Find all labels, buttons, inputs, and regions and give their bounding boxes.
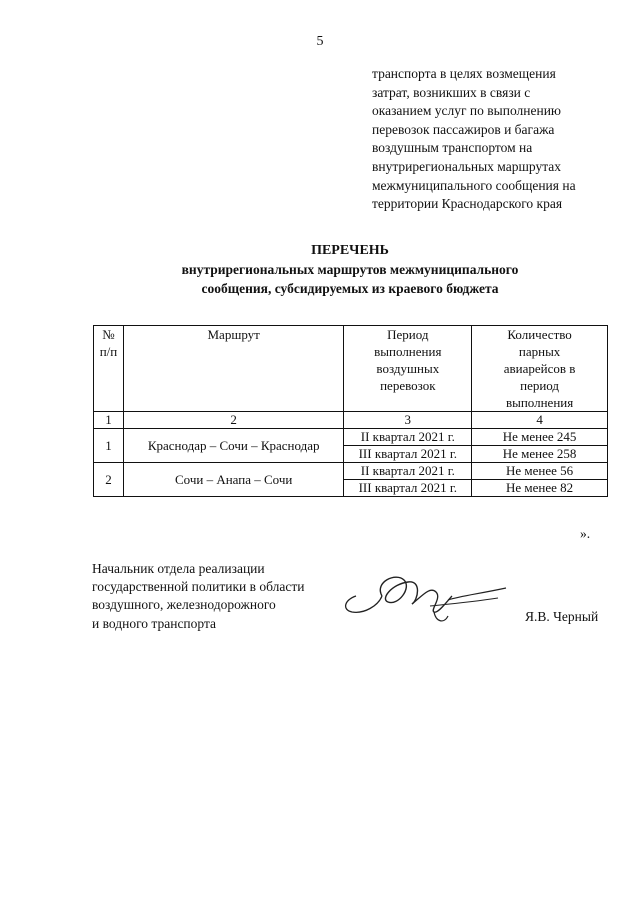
document-title bbox=[0, 241, 640, 298]
signatory-line: Начальник отдела реализации bbox=[92, 561, 265, 576]
header-number: № п/п bbox=[94, 326, 124, 412]
title-main: ПЕРЕЧЕНЬ bbox=[311, 243, 389, 258]
title-subtitle-line: внутрирегиональных маршрутов межмуниципального bbox=[181, 262, 519, 277]
table-header-row bbox=[94, 326, 608, 412]
table-row bbox=[94, 463, 608, 480]
closing-quote-mark: ». bbox=[580, 526, 591, 541]
row-number: 2 bbox=[94, 463, 124, 497]
handwritten-signature bbox=[338, 566, 513, 626]
header-flight-count: Количество парных авиарейсов в период выполнения bbox=[472, 326, 608, 412]
signatory-line: государственной политики в области bbox=[92, 579, 305, 595]
count-cell: Не менее 258 bbox=[472, 446, 608, 463]
routes-table bbox=[93, 325, 608, 497]
count-cell: Не менее 82 bbox=[472, 480, 608, 497]
signatory-line: и водного транспорта bbox=[92, 615, 217, 631]
appendix-line: воздушным транспортом на bbox=[372, 140, 533, 156]
signer-name: Я.В. Черный bbox=[525, 609, 599, 624]
column-number: 2 bbox=[123, 412, 343, 429]
period-cell: III квартал 2021 г. bbox=[344, 446, 472, 463]
appendix-line: оказанием услуг по выполнению bbox=[372, 103, 561, 119]
appendix-line: территории Краснодарского края bbox=[372, 196, 563, 212]
column-number: 4 bbox=[472, 412, 608, 429]
signatory-position bbox=[92, 560, 305, 633]
appendix-reference bbox=[372, 65, 612, 214]
signatory-line: воздушного, железнодорожного bbox=[92, 597, 276, 613]
table-row bbox=[94, 429, 608, 446]
appendix-line: перевозок пассажиров и багажа bbox=[372, 121, 555, 137]
appendix-line: внутрирегиональных маршрутах bbox=[372, 158, 562, 174]
row-number: 1 bbox=[94, 429, 124, 463]
page-number: 5 bbox=[316, 34, 324, 49]
appendix-line: затрат, возникших в связи с bbox=[372, 84, 531, 100]
header-period: Период выполнения воздушных перевозок bbox=[344, 326, 472, 412]
period-cell: II квартал 2021 г. bbox=[344, 463, 472, 480]
route-name: Краснодар – Сочи – Краснодар bbox=[123, 429, 343, 463]
column-number: 3 bbox=[344, 412, 472, 429]
count-cell: Не менее 245 bbox=[472, 429, 608, 446]
period-cell: II квартал 2021 г. bbox=[344, 429, 472, 446]
title-subtitle-line: сообщения, субсидируемых из краевого бюджета bbox=[201, 281, 499, 296]
appendix-line: транспорта в целях возмещения bbox=[372, 66, 556, 81]
column-number-row bbox=[94, 412, 608, 429]
appendix-line: межмуниципального сообщения на bbox=[372, 177, 576, 193]
route-name: Сочи – Анапа – Сочи bbox=[123, 463, 343, 497]
column-number: 1 bbox=[94, 412, 124, 429]
count-cell: Не менее 56 bbox=[472, 463, 608, 480]
header-route: Маршрут bbox=[123, 326, 343, 412]
period-cell: III квартал 2021 г. bbox=[344, 480, 472, 497]
